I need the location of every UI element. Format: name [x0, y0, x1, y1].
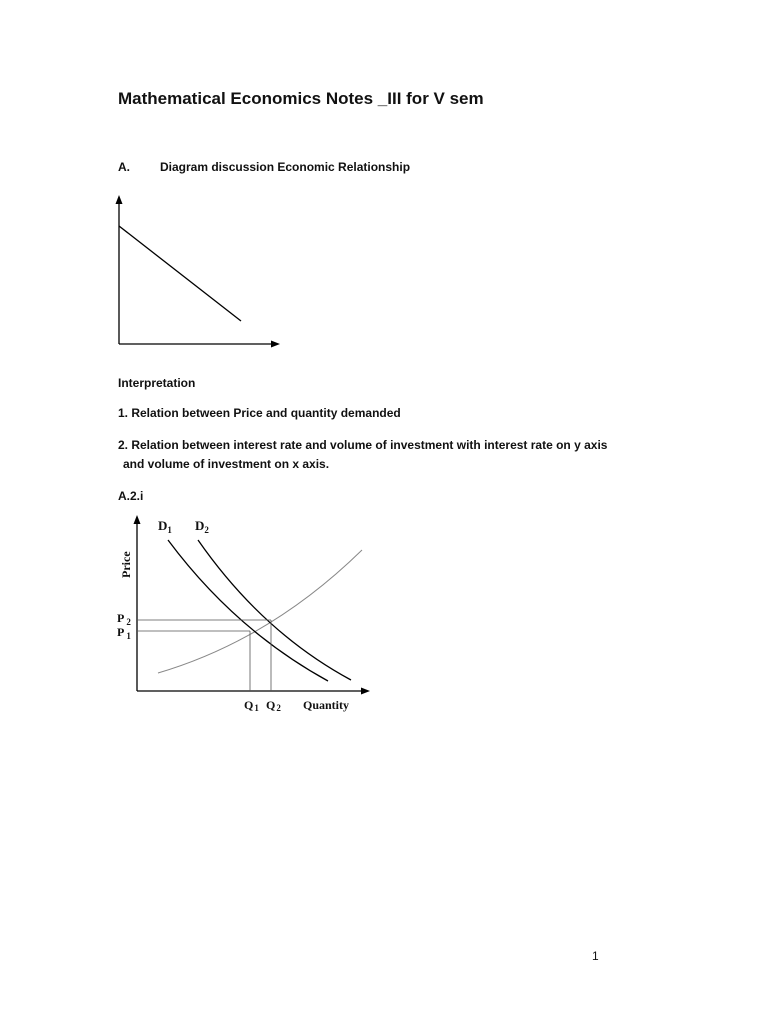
p2-label: P $_2$ — [117, 611, 131, 627]
d2-label: $D_2$ — [195, 518, 209, 535]
quantity-axis-label: Quantity — [303, 698, 350, 712]
interpretation-item-1: 1. Relation between Price and quantity demanded — [118, 406, 401, 420]
supply-curve — [158, 550, 362, 673]
price-axis-label: Price — [119, 551, 133, 578]
interpretation-item-2-continued: and volume of investment on x axis. — [123, 457, 330, 471]
q2-label: Q2 — [266, 698, 281, 713]
demand-curve-d1 — [168, 540, 328, 681]
section-a-heading: Diagram discussion Economic Relationship — [160, 160, 411, 174]
diagram-2-y-arrow — [134, 515, 141, 524]
q1-label: Q1 — [244, 698, 259, 713]
page-number: 1 — [592, 949, 599, 963]
demand-curve-d2 — [198, 540, 351, 680]
d1-label: $D_1$ — [158, 518, 172, 535]
p1-label: P $_1$ — [117, 625, 131, 641]
page-title: Mathematical Economics Notes _III for V sem — [118, 89, 484, 108]
section-a2i-heading: A.2.i — [118, 489, 144, 503]
diagram-2-x-arrow — [361, 688, 370, 695]
interpretation-heading: Interpretation — [118, 376, 196, 390]
section-a-number: A. — [118, 160, 130, 174]
interpretation-item-2: 2. Relation between interest rate and volume of investment with interest rate on y axis — [118, 438, 608, 452]
